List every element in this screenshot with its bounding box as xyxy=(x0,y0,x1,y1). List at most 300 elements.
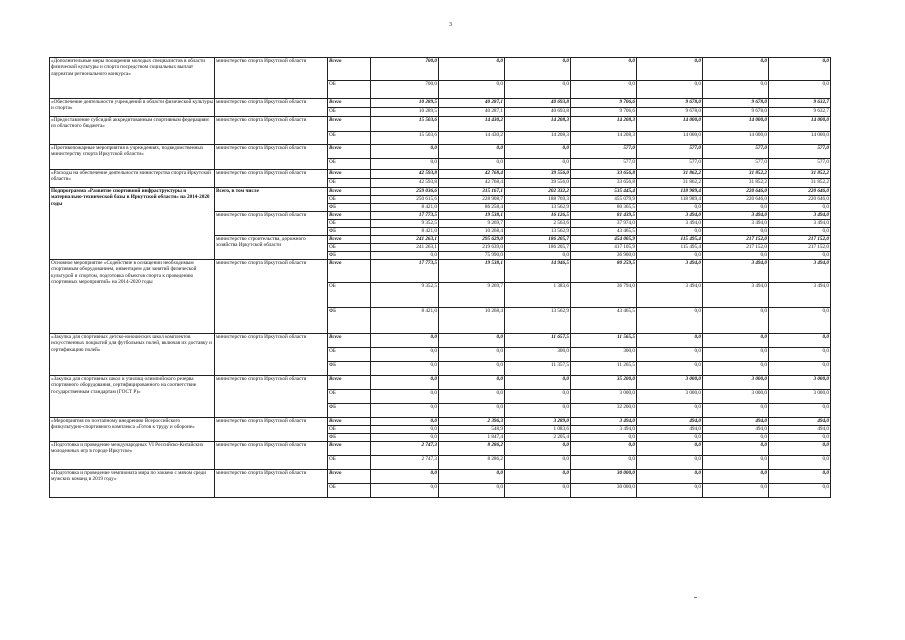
amount-cell: 0,0 xyxy=(371,362,439,376)
amount-cell: 315 167,1 xyxy=(439,188,505,196)
amount-cell: 0,0 xyxy=(505,484,571,498)
funding-source: Всего xyxy=(328,99,371,108)
amount-cell: 14 000,0 xyxy=(637,132,703,145)
activity-name: «Предоставление субсидий аккредитованным спортивным федерациям из областного бюджета» xyxy=(50,117,215,145)
amount-cell: 0,0 xyxy=(637,434,703,442)
amount-cell: 250 615,6 xyxy=(371,196,439,204)
amount-cell: 9 706,6 xyxy=(571,99,637,108)
amount-cell: 0,0 xyxy=(371,348,439,362)
amount-cell: 0,0 xyxy=(637,228,703,236)
amount-cell: 3 494,0 xyxy=(769,283,831,308)
amount-cell: 3 000,0 xyxy=(637,390,703,404)
amount-cell: 0,0 xyxy=(703,362,769,376)
amount-cell: 11 265,5 xyxy=(571,362,637,376)
amount-cell: 42 593,8 xyxy=(371,170,439,179)
funding-source: Всего xyxy=(328,442,371,456)
activity-name: «Подготовка и проведение международных VI Российско-Китайских молодежных игр в городе Иркутске» xyxy=(50,442,215,470)
amount-cell: 81 439,5 xyxy=(571,212,637,220)
funding-source: ОБ xyxy=(328,456,371,470)
executor-name: министерство спорта Иркутской области xyxy=(215,260,328,334)
amount-cell: 11 565,5 xyxy=(571,334,637,348)
amount-cell: 3 494,0 xyxy=(703,212,769,220)
activity-name: «Противопожарные мероприятия в учреждениях, подведомственных министерству спорта Иркутской области» xyxy=(50,145,215,170)
executor-name: министерство спорта Иркутской области xyxy=(215,418,328,442)
amount-cell: 0,0 xyxy=(769,204,831,212)
amount-cell: 0,0 xyxy=(703,334,769,348)
executor-name: министерство спорта Иркутской области xyxy=(215,376,328,418)
executor-name: министерство спорта Иркутской области xyxy=(215,99,328,117)
amount-cell: 0,0 xyxy=(703,58,769,81)
amount-cell: 0,0 xyxy=(439,58,505,81)
amount-cell: 40 693,8 xyxy=(505,99,571,108)
amount-cell: 0,0 xyxy=(769,470,831,484)
funding-source: ФБ xyxy=(328,404,371,418)
amount-cell: 0,0 xyxy=(505,159,571,170)
amount-cell: 9 352,5 xyxy=(371,220,439,228)
amount-cell: 0,0 xyxy=(505,252,571,260)
funding-source: Всего xyxy=(328,188,371,196)
amount-cell: 30 000,0 xyxy=(571,484,637,498)
funding-source: ФБ xyxy=(328,204,371,212)
amount-cell: 31 852,2 xyxy=(703,170,769,179)
activity-name: «Расходы на обеспечение деятельности министерства спорта Иркутской области» xyxy=(50,170,215,188)
amount-cell: 0,0 xyxy=(769,484,831,498)
table-row xyxy=(50,334,831,348)
amount-cell: 3 000,0 xyxy=(703,390,769,404)
amount-cell: 15 503,6 xyxy=(371,117,439,132)
funding-source: ФБ xyxy=(328,308,371,334)
amount-cell: 494,0 xyxy=(769,418,831,426)
amount-cell: 31 852,2 xyxy=(769,170,831,179)
amount-cell: 0,0 xyxy=(371,434,439,442)
amount-cell: 3 494,0 xyxy=(769,220,831,228)
budget-table xyxy=(49,57,831,498)
amount-cell: 3 494,0 xyxy=(769,260,831,283)
executor-name: Всего, в том числе xyxy=(215,188,328,212)
amount-cell: 0,0 xyxy=(505,404,571,418)
amount-cell: 0,0 xyxy=(371,252,439,260)
amount-cell: 37 974,0 xyxy=(571,220,637,228)
amount-cell: 14 208,3 xyxy=(571,132,637,145)
table-row xyxy=(50,442,831,456)
amount-cell: 0,0 xyxy=(637,348,703,362)
amount-cell: 220 646,0 xyxy=(769,188,831,196)
amount-cell: 8 421,0 xyxy=(371,228,439,236)
amount-cell: 43 465,5 xyxy=(571,308,637,334)
amount-cell: 577,0 xyxy=(769,145,831,159)
table-row xyxy=(50,188,831,196)
funding-source: ОБ xyxy=(328,159,371,170)
table-row xyxy=(50,260,831,283)
funding-source: Всего xyxy=(328,58,371,81)
amount-cell: 14 000,0 xyxy=(769,132,831,145)
amount-cell: 188 769,3 xyxy=(505,196,571,204)
amount-cell: 9 706,6 xyxy=(571,108,637,117)
amount-cell: 494,0 xyxy=(637,418,703,426)
amount-cell: 16 126,5 xyxy=(505,212,571,220)
amount-cell: 0,0 xyxy=(769,81,831,99)
amount-cell: 14 000,0 xyxy=(703,132,769,145)
amount-cell: 0,0 xyxy=(703,228,769,236)
amount-cell: 241 263,1 xyxy=(371,244,439,252)
activity-name: Подпрограмма «Развитие спортивной инфраструктуры и материально-технической базы в Иркутской области» на 2014-2020 годы xyxy=(50,188,215,260)
activity-name: «Закупка для спортивных школ и училищ олимпийского резерва спортивного оборудования, сертифицированного на соответствие государственным стандартам (ГОСТ Р)» xyxy=(50,376,215,418)
amount-cell: 0,0 xyxy=(703,442,769,456)
amount-cell: 0,0 xyxy=(571,81,637,99)
amount-cell: 0,0 xyxy=(637,334,703,348)
amount-cell: 13 562,9 xyxy=(505,204,571,212)
amount-cell: 0,0 xyxy=(371,404,439,418)
amount-cell: 0,0 xyxy=(439,484,505,498)
amount-cell: 0,0 xyxy=(637,308,703,334)
amount-cell: 9 632,7 xyxy=(769,108,831,117)
amount-cell: 8 286,2 xyxy=(439,456,505,470)
amount-cell: 31 852,2 xyxy=(703,179,769,188)
table-row xyxy=(50,58,831,81)
executor-name: министерство строительства, дорожного хозяйства Иркутской области xyxy=(215,236,328,260)
amount-cell: 0,0 xyxy=(571,434,637,442)
funding-source: ФБ xyxy=(328,228,371,236)
amount-cell: 186 205,7 xyxy=(505,236,571,244)
amount-cell: 3 494,0 xyxy=(637,283,703,308)
amount-cell: 0,0 xyxy=(703,470,769,484)
amount-cell: 0,0 xyxy=(571,456,637,470)
amount-cell: 0,0 xyxy=(371,334,439,348)
amount-cell: 0,0 xyxy=(571,442,637,456)
amount-cell: 1 083,6 xyxy=(505,426,571,434)
amount-cell: 40 693,8 xyxy=(505,108,571,117)
amount-cell: 700,0 xyxy=(371,58,439,81)
funding-source: ОБ xyxy=(328,220,371,228)
funding-source: ФБ xyxy=(328,252,371,260)
amount-cell: 0,0 xyxy=(505,376,571,390)
amount-cell: 259 036,6 xyxy=(371,188,439,196)
amount-cell: 217 152,0 xyxy=(703,244,769,252)
amount-cell: 228 908,7 xyxy=(439,196,505,204)
amount-cell: 80 259,5 xyxy=(571,260,637,283)
amount-cell: 454 005,9 xyxy=(571,236,637,244)
amount-cell: 42 768,4 xyxy=(439,179,505,188)
funding-source: Всего xyxy=(328,260,371,283)
amount-cell: 3 494,0 xyxy=(703,220,769,228)
amount-cell: 14 430,2 xyxy=(439,117,505,132)
amount-cell: 300,0 xyxy=(571,348,637,362)
amount-cell: 0,0 xyxy=(505,470,571,484)
amount-cell: 33 656,8 xyxy=(571,170,637,179)
funding-source: ОБ xyxy=(328,390,371,404)
amount-cell: 11 357,5 xyxy=(505,362,571,376)
amount-cell: 31 852,2 xyxy=(769,179,831,188)
amount-cell: 31 862,2 xyxy=(637,170,703,179)
amount-cell: 14 000,0 xyxy=(637,117,703,132)
amount-cell: 3 494,0 xyxy=(769,212,831,220)
amount-cell: 14 946,5 xyxy=(505,260,571,283)
amount-cell: 577,0 xyxy=(637,159,703,170)
amount-cell: 0,0 xyxy=(703,308,769,334)
amount-cell: 75 990,0 xyxy=(439,252,505,260)
amount-cell: 577,0 xyxy=(637,145,703,159)
executor-name: министерство спорта Иркутской области xyxy=(215,145,328,170)
amount-cell: 31 862,2 xyxy=(637,179,703,188)
amount-cell: 8 286,2 xyxy=(439,442,505,456)
amount-cell: 300,0 xyxy=(505,348,571,362)
executor-name: министерство спорта Иркутской области xyxy=(215,58,328,99)
amount-cell: 0,0 xyxy=(769,228,831,236)
table-row xyxy=(50,418,831,426)
amount-cell: 577,0 xyxy=(769,159,831,170)
amount-cell: 0,0 xyxy=(439,348,505,362)
amount-cell: 0,0 xyxy=(439,334,505,348)
amount-cell: 0,0 xyxy=(637,456,703,470)
amount-cell: 0,0 xyxy=(439,362,505,376)
amount-cell: 14 208,3 xyxy=(571,117,637,132)
amount-cell: 1 383,6 xyxy=(505,283,571,308)
amount-cell: 0,0 xyxy=(439,81,505,99)
amount-cell: 0,0 xyxy=(703,484,769,498)
funding-source: Всего xyxy=(328,236,371,244)
amount-cell: 0,0 xyxy=(769,348,831,362)
amount-cell: 494,0 xyxy=(769,426,831,434)
executor-name: министерство спорта Иркутской области xyxy=(215,334,328,376)
amount-cell: 3 000,0 xyxy=(769,390,831,404)
amount-cell: 0,0 xyxy=(769,308,831,334)
amount-cell: 43 465,5 xyxy=(571,228,637,236)
amount-cell: 535 445,4 xyxy=(571,188,637,196)
amount-cell: 40 287,1 xyxy=(439,108,505,117)
funding-source: ОБ xyxy=(328,244,371,252)
amount-cell: 3 000,0 xyxy=(703,376,769,390)
activity-name: «Подготовка и проведение чемпионата мира по хоккею с мячом среди мужских команд в 2019 году» xyxy=(50,470,215,498)
amount-cell: 0,0 xyxy=(703,81,769,99)
funding-source: ОБ xyxy=(328,179,371,188)
activity-name: «Закупка для спортивных детско-юношеских школ комплектов искусственных покрытий для футбольных полей, включая их доставку и сертификацию полей» xyxy=(50,334,215,376)
amount-cell: 241 263,1 xyxy=(371,236,439,244)
amount-cell: 10 268,4 xyxy=(439,308,505,334)
amount-cell: 0,0 xyxy=(505,456,571,470)
amount-cell: 0,0 xyxy=(371,145,439,159)
amount-cell: 0,0 xyxy=(439,470,505,484)
amount-cell: 3 494,0 xyxy=(703,260,769,283)
amount-cell: 0,0 xyxy=(769,334,831,348)
scan-mark xyxy=(694,597,697,598)
amount-cell: 0,0 xyxy=(637,470,703,484)
amount-cell: 295 629,0 xyxy=(439,236,505,244)
amount-cell: 0,0 xyxy=(371,376,439,390)
amount-cell: 0,0 xyxy=(439,159,505,170)
amount-cell: 0,0 xyxy=(703,434,769,442)
funding-source: Всего xyxy=(328,145,371,159)
table-row xyxy=(50,376,831,390)
amount-cell: 14 430,2 xyxy=(439,132,505,145)
amount-cell: 0,0 xyxy=(571,58,637,81)
amount-cell: 10 289,5 xyxy=(371,99,439,108)
amount-cell: 33 656,8 xyxy=(571,179,637,188)
amount-cell: 0,0 xyxy=(769,58,831,81)
funding-source: Всего xyxy=(328,376,371,390)
amount-cell: 0,0 xyxy=(637,404,703,418)
amount-cell: 9 678,0 xyxy=(703,99,769,108)
amount-cell: 0,0 xyxy=(703,252,769,260)
amount-cell: 220 646,0 xyxy=(769,196,831,204)
amount-cell: 0,0 xyxy=(769,252,831,260)
amount-cell: 42 593,8 xyxy=(371,179,439,188)
amount-cell: 8 421,0 xyxy=(371,308,439,334)
funding-source: ОБ xyxy=(328,108,371,117)
amount-cell: 0,0 xyxy=(505,442,571,456)
amount-cell: 0,0 xyxy=(637,442,703,456)
amount-cell: 35 200,0 xyxy=(571,376,637,390)
amount-cell: 0,0 xyxy=(439,390,505,404)
amount-cell: 115 495,4 xyxy=(637,236,703,244)
amount-cell: 220 646,0 xyxy=(703,196,769,204)
amount-cell: 0,0 xyxy=(703,204,769,212)
amount-cell: 2 205,4 xyxy=(505,434,571,442)
table-row xyxy=(50,170,831,179)
amount-cell: 36 900,0 xyxy=(571,252,637,260)
table-row xyxy=(50,470,831,484)
amount-cell: 13 562,9 xyxy=(505,308,571,334)
funding-source: ОБ xyxy=(328,196,371,204)
funding-source: ОБ xyxy=(328,348,371,362)
amount-cell: 0,0 xyxy=(637,362,703,376)
amount-cell: 0,0 xyxy=(637,81,703,99)
amount-cell: 577,0 xyxy=(571,159,637,170)
amount-cell: 186 205,7 xyxy=(505,244,571,252)
amount-cell: 30 000,0 xyxy=(571,470,637,484)
amount-cell: 0,0 xyxy=(637,58,703,81)
executor-name: министерство спорта Иркутской области xyxy=(215,212,328,236)
amount-cell: 32 200,0 xyxy=(571,404,637,418)
amount-cell: 0,0 xyxy=(703,456,769,470)
funding-source: Всего xyxy=(328,117,371,132)
amount-cell: 19 538,1 xyxy=(439,260,505,283)
executor-name: министерство спорта Иркутской области xyxy=(215,170,328,188)
amount-cell: 11 657,5 xyxy=(505,334,571,348)
amount-cell: 494,0 xyxy=(703,426,769,434)
amount-cell: 577,0 xyxy=(703,145,769,159)
amount-cell: 14 208,3 xyxy=(505,132,571,145)
executor-name: министерство спорта Иркутской области xyxy=(215,442,328,470)
amount-cell: 14 000,0 xyxy=(769,117,831,132)
amount-cell: 0,0 xyxy=(371,390,439,404)
amount-cell: 42 768,4 xyxy=(439,170,505,179)
amount-cell: 0,0 xyxy=(439,376,505,390)
amount-cell: 0,0 xyxy=(703,404,769,418)
amount-cell: 494,0 xyxy=(703,418,769,426)
amount-cell: 39 556,0 xyxy=(505,179,571,188)
funding-source: ФБ xyxy=(328,362,371,376)
activity-name: «Дополнительные меры поощрения молодых специалистов в области физической культуры и спорта посредством социальных выплат лауреатам регионального конкурса» xyxy=(50,58,215,99)
amount-cell: 3 494,0 xyxy=(703,283,769,308)
amount-cell: 9 269,7 xyxy=(439,220,505,228)
amount-cell: 3 000,0 xyxy=(571,390,637,404)
executor-name: министерство спорта Иркутской области xyxy=(215,470,328,498)
amount-cell: 3 289,0 xyxy=(505,418,571,426)
funding-source: Всего xyxy=(328,212,371,220)
amount-cell: 3 494,0 xyxy=(637,260,703,283)
amount-cell: 548,9 xyxy=(439,426,505,434)
amount-cell: 0,0 xyxy=(637,484,703,498)
amount-cell: 9 352,5 xyxy=(371,283,439,308)
amount-cell: 9 632,7 xyxy=(769,99,831,108)
amount-cell: 80 365,5 xyxy=(571,204,637,212)
amount-cell: 0,0 xyxy=(769,404,831,418)
amount-cell: 0,0 xyxy=(769,456,831,470)
amount-cell: 0,0 xyxy=(371,426,439,434)
executor-name: министерство спорта Иркутской области xyxy=(215,117,328,145)
amount-cell: 2 747,3 xyxy=(371,442,439,456)
funding-source: ОБ xyxy=(328,283,371,308)
table-row xyxy=(50,99,831,108)
amount-cell: 220 646,0 xyxy=(703,188,769,196)
amount-cell: 217 152,0 xyxy=(769,244,831,252)
funding-source: Всего xyxy=(328,334,371,348)
amount-cell: 86 258,4 xyxy=(439,204,505,212)
amount-cell: 115 495,4 xyxy=(637,244,703,252)
amount-cell: 217 152,0 xyxy=(703,236,769,244)
amount-cell: 2 396,3 xyxy=(439,418,505,426)
amount-cell: 2 563,6 xyxy=(505,220,571,228)
activity-name: «Обеспечение деятельности учреждений в области физической культуры и спорта» xyxy=(50,99,215,117)
amount-cell: 10 289,5 xyxy=(371,108,439,117)
amount-cell: 0,0 xyxy=(371,470,439,484)
amount-cell: 417 105,9 xyxy=(571,244,637,252)
amount-cell: 39 556,0 xyxy=(505,170,571,179)
table-row xyxy=(50,145,831,159)
amount-cell: 3 494,0 xyxy=(571,426,637,434)
amount-cell: 14 208,3 xyxy=(505,117,571,132)
amount-cell: 2 747,3 xyxy=(371,456,439,470)
funding-source: ОБ xyxy=(328,484,371,498)
amount-cell: 9 678,0 xyxy=(637,99,703,108)
amount-cell: 0,0 xyxy=(637,204,703,212)
amount-cell: 15 503,6 xyxy=(371,132,439,145)
amount-cell: 3 494,0 xyxy=(637,212,703,220)
activity-name: Основное мероприятие «Содействие в оснащении необходимым спортивным оборудованием, инвентарем для занятий физической культурой и спортом, подготовка объектов спорта к проведению спортивных мероприятий» на 2014-2020 годы xyxy=(50,260,215,334)
amount-cell: 0,0 xyxy=(439,145,505,159)
amount-cell: 700,0 xyxy=(371,81,439,99)
amount-cell: 9 269,7 xyxy=(439,283,505,308)
amount-cell: 0,0 xyxy=(703,348,769,362)
funding-source: ОБ xyxy=(328,81,371,99)
amount-cell: 202 332,2 xyxy=(505,188,571,196)
amount-cell: 217 152,0 xyxy=(769,236,831,244)
amount-cell: 0,0 xyxy=(505,58,571,81)
amount-cell: 118 989,4 xyxy=(637,188,703,196)
amount-cell: 40 287,1 xyxy=(439,99,505,108)
amount-cell: 0,0 xyxy=(769,434,831,442)
amount-cell: 19 538,1 xyxy=(439,212,505,220)
amount-cell: 0,0 xyxy=(769,362,831,376)
amount-cell: 0,0 xyxy=(505,145,571,159)
amount-cell: 3 000,0 xyxy=(769,376,831,390)
amount-cell: 36 794,0 xyxy=(571,283,637,308)
table-row xyxy=(50,117,831,132)
amount-cell: 3 494,0 xyxy=(637,220,703,228)
activity-name: «Мероприятия по поэтапному внедрению Всероссийского физкультурно-спортивного комплекса «Готов к труду и обороне» xyxy=(50,418,215,442)
amount-cell: 10 268,4 xyxy=(439,228,505,236)
amount-cell: 0,0 xyxy=(371,159,439,170)
amount-cell: 1 847,4 xyxy=(439,434,505,442)
amount-cell: 3 000,0 xyxy=(637,376,703,390)
amount-cell: 17 773,5 xyxy=(371,212,439,220)
amount-cell: 577,0 xyxy=(571,145,637,159)
amount-cell: 8 421,0 xyxy=(371,204,439,212)
amount-cell: 0,0 xyxy=(505,390,571,404)
amount-cell: 118 989,4 xyxy=(637,196,703,204)
amount-cell: 17 773,5 xyxy=(371,260,439,283)
amount-cell: 3 494,0 xyxy=(571,418,637,426)
